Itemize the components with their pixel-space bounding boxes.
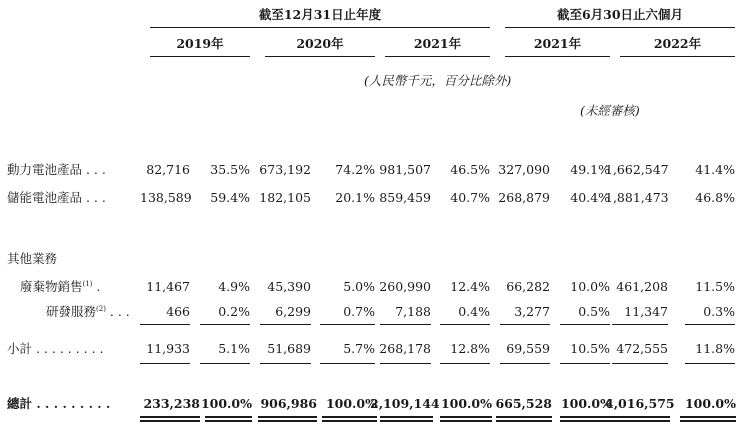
total-double-rule bbox=[496, 420, 552, 422]
cell: 5.7% bbox=[343, 341, 375, 356]
total-top-rule bbox=[440, 363, 490, 364]
cell: 82,716 bbox=[146, 162, 190, 177]
header-divider bbox=[150, 27, 490, 28]
total-double-rule bbox=[380, 420, 433, 422]
cell: 2,109,144 bbox=[370, 396, 440, 411]
cell: 59.4% bbox=[210, 190, 250, 205]
cell: 11.8% bbox=[695, 341, 735, 356]
cell: 46.8% bbox=[695, 190, 735, 205]
cell: 0.5% bbox=[578, 304, 610, 319]
cell: 233,238 bbox=[143, 396, 200, 411]
header-group-year-end: 截至12月31日止年度 bbox=[258, 7, 382, 22]
cell: 1,662,547 bbox=[605, 162, 669, 177]
cell: 673,192 bbox=[259, 162, 311, 177]
year-header-2020: 2020年 bbox=[296, 36, 344, 51]
cell: 138,589 bbox=[140, 190, 192, 205]
cell: 40.7% bbox=[450, 190, 490, 205]
label-text: 研發服務 bbox=[46, 304, 97, 319]
cell: 7,188 bbox=[395, 304, 431, 319]
cell: 66,282 bbox=[506, 279, 550, 294]
cell: 100.0% bbox=[560, 396, 612, 411]
subtotal-rule bbox=[320, 324, 375, 325]
cell: 41.4% bbox=[695, 162, 735, 177]
unit-note: (人民幣千元，百分比除外) bbox=[364, 73, 512, 88]
year-underline bbox=[150, 56, 250, 57]
cell: 51,689 bbox=[267, 341, 311, 356]
row-label-waste bbox=[20, 280, 100, 294]
cell: 10.0% bbox=[570, 279, 610, 294]
cell: 100.0% bbox=[440, 396, 492, 411]
total-double-rule bbox=[380, 416, 433, 418]
cell: 268,178 bbox=[379, 341, 431, 356]
total-double-rule bbox=[258, 420, 317, 422]
total-double-rule bbox=[680, 420, 736, 422]
subtotal-rule bbox=[200, 324, 250, 325]
year-header-2019: 2019年 bbox=[176, 36, 224, 51]
total-double-rule bbox=[440, 416, 492, 418]
year-underline bbox=[620, 56, 735, 57]
cell: 182,105 bbox=[259, 190, 311, 205]
subtotal-rule bbox=[260, 324, 311, 325]
cell: 0.2% bbox=[218, 304, 250, 319]
row-label-power: 動力電池產品 . . . bbox=[7, 162, 106, 177]
leader-dots: . bbox=[92, 279, 101, 294]
year-underline bbox=[505, 56, 610, 57]
subtotal-rule bbox=[500, 324, 550, 325]
cell: 461,208 bbox=[616, 279, 668, 294]
total-top-rule bbox=[685, 363, 735, 364]
footnote-marker: (2) bbox=[96, 304, 106, 313]
cell: 665,528 bbox=[495, 396, 552, 411]
header-divider bbox=[505, 27, 735, 28]
subtotal-rule bbox=[685, 324, 735, 325]
cell: 11,933 bbox=[146, 341, 190, 356]
total-top-rule bbox=[200, 363, 250, 364]
cell: 0.3% bbox=[703, 304, 735, 319]
cell: 12.4% bbox=[450, 279, 490, 294]
cell: 5.1% bbox=[218, 341, 250, 356]
total-double-rule bbox=[496, 416, 552, 418]
cell: 45,390 bbox=[267, 279, 311, 294]
cell: 35.5% bbox=[210, 162, 250, 177]
total-double-rule bbox=[205, 416, 252, 418]
cell: 260,990 bbox=[379, 279, 431, 294]
cell: 100.0% bbox=[200, 396, 252, 411]
total-double-rule bbox=[140, 416, 200, 418]
cell: 1,881,473 bbox=[605, 190, 669, 205]
total-double-rule bbox=[140, 420, 200, 422]
header-group-six-months: 截至6月30日止六個月 bbox=[556, 7, 684, 22]
total-double-rule bbox=[680, 416, 736, 418]
subtotal-rule bbox=[612, 324, 668, 325]
cell: 0.7% bbox=[343, 304, 375, 319]
cell: 5.0% bbox=[343, 279, 375, 294]
total-double-rule bbox=[440, 420, 492, 422]
cell: 11.5% bbox=[695, 279, 735, 294]
cell: 466 bbox=[166, 304, 190, 319]
cell: 46.5% bbox=[450, 162, 490, 177]
cell: 268,879 bbox=[498, 190, 550, 205]
total-top-rule bbox=[380, 363, 431, 364]
cell: 11,467 bbox=[146, 279, 190, 294]
cell: 3,277 bbox=[514, 304, 550, 319]
year-underline bbox=[385, 56, 490, 57]
cell: 20.1% bbox=[335, 190, 375, 205]
row-label-subtotal: 小計 . . . . . . . . . bbox=[7, 341, 104, 356]
cell: 100.0% bbox=[325, 396, 377, 411]
cell: 0.4% bbox=[458, 304, 490, 319]
row-label-total: 總計 . . . . . . . . . bbox=[7, 396, 111, 411]
year-header-2022-h1: 2022年 bbox=[653, 36, 702, 51]
row-label-rnd bbox=[46, 305, 130, 319]
cell: 906,986 bbox=[260, 396, 317, 411]
cell: 100.0% bbox=[684, 396, 736, 411]
year-header-2021-h1: 2021年 bbox=[533, 36, 582, 51]
subtotal-rule bbox=[380, 324, 431, 325]
subtotal-rule bbox=[440, 324, 490, 325]
total-top-rule bbox=[140, 363, 190, 364]
row-label-storage: 儲能電池產品 . . . bbox=[7, 190, 106, 205]
total-double-rule bbox=[258, 416, 317, 418]
other-business-heading: 其他業務 bbox=[7, 251, 58, 266]
cell: 49.1% bbox=[570, 162, 610, 177]
cell: 6,299 bbox=[275, 304, 311, 319]
total-double-rule bbox=[560, 416, 612, 418]
total-top-rule bbox=[320, 363, 375, 364]
total-top-rule bbox=[612, 363, 668, 364]
total-top-rule bbox=[500, 363, 550, 364]
year-header-2021: 2021年 bbox=[413, 36, 462, 51]
cell: 859,459 bbox=[379, 190, 431, 205]
footnote-marker: (1) bbox=[82, 279, 93, 288]
cell: 327,090 bbox=[498, 162, 550, 177]
total-double-rule bbox=[560, 420, 612, 422]
cell: 981,507 bbox=[379, 162, 431, 177]
cell: 40.4% bbox=[570, 190, 610, 205]
total-top-rule bbox=[560, 363, 610, 364]
year-underline bbox=[265, 56, 375, 57]
subtotal-rule bbox=[560, 324, 610, 325]
cell: 10.5% bbox=[570, 341, 610, 356]
unaudited-note: (未經審核) bbox=[580, 103, 640, 118]
total-top-rule bbox=[260, 363, 311, 364]
total-double-rule bbox=[612, 420, 670, 422]
cell: 472,555 bbox=[616, 341, 668, 356]
cell: 4.9% bbox=[218, 279, 250, 294]
cell: 74.2% bbox=[335, 162, 375, 177]
total-double-rule bbox=[322, 420, 377, 422]
cell: 69,559 bbox=[506, 341, 550, 356]
subtotal-rule bbox=[140, 324, 190, 325]
total-double-rule bbox=[612, 416, 670, 418]
cell: 4,016,575 bbox=[605, 396, 675, 411]
total-double-rule bbox=[322, 416, 377, 418]
cell: 12.8% bbox=[450, 341, 490, 356]
cell: 11,347 bbox=[624, 304, 668, 319]
total-double-rule bbox=[205, 420, 252, 422]
label-text: 廢棄物銷售 bbox=[20, 279, 83, 294]
leader-dots: . . . bbox=[105, 304, 130, 319]
